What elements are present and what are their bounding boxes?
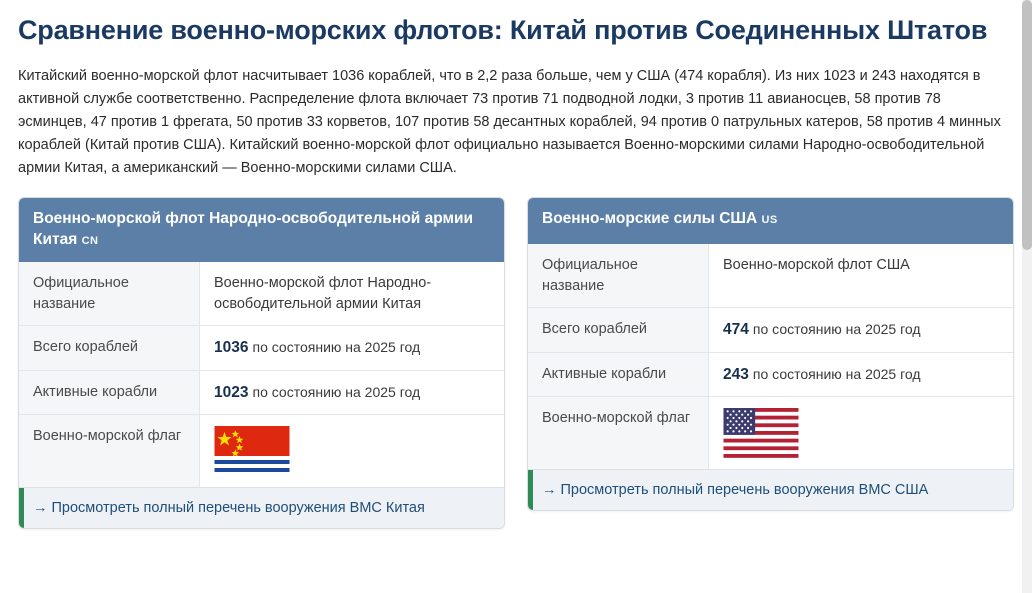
navy-card-china	[18, 197, 505, 529]
table-row	[19, 415, 504, 488]
spec-table-usa	[528, 244, 1013, 469]
card-header-china	[19, 198, 504, 262]
card-header-usa	[528, 198, 1013, 244]
row-value-active-ships-cn	[200, 370, 505, 415]
card-header-usa-text: Военно-морские силы США	[542, 210, 758, 228]
us-flag-icon	[723, 408, 799, 458]
active-ships-asof-us: по состоянию на 2025 год	[752, 365, 921, 382]
row-value-naval-flag-cn	[200, 415, 505, 488]
table-row	[528, 244, 1013, 307]
country-code-china: CN	[81, 235, 99, 248]
spec-table-china	[19, 262, 504, 487]
total-ships-asof-cn: по состоянию на 2025 год	[252, 338, 421, 355]
row-value-total-ships-us	[709, 308, 1014, 353]
card-footer-china[interactable]	[19, 487, 504, 528]
link-full-arsenal-china[interactable]: Просмотреть полный перечень вооружения ВМС Китая	[51, 500, 425, 517]
table-row	[19, 262, 504, 325]
cn-navy-flag-icon	[214, 426, 290, 476]
active-ships-count-us: 243	[723, 365, 749, 383]
table-row	[528, 397, 1013, 470]
row-value-total-ships-cn	[200, 325, 505, 370]
table-row	[528, 308, 1013, 353]
row-label-naval-flag-cn: Военно-морской флаг	[19, 415, 200, 488]
row-value-active-ships-us	[709, 352, 1014, 397]
row-value-official-name-cn: Военно-морской флот Народно-освободительной армии Китая	[200, 262, 505, 325]
row-value-official-name-us: Военно-морской флот США	[709, 244, 1014, 307]
accent-bar-china	[19, 488, 24, 528]
row-label-naval-flag-us: Военно-морской флаг	[528, 397, 709, 470]
country-code-usa: US	[761, 214, 778, 227]
scrollbar-track[interactable]	[1022, 0, 1032, 593]
table-row	[19, 370, 504, 415]
table-row	[528, 352, 1013, 397]
total-ships-count-us: 474	[723, 321, 749, 339]
arrow-right-icon: →	[542, 482, 557, 499]
row-value-naval-flag-us	[709, 397, 1014, 470]
row-label-total-ships-us: Всего кораблей	[528, 308, 709, 353]
row-label-official-name-us: Официальное название	[528, 244, 709, 307]
row-label-active-ships-us: Активные корабли	[528, 352, 709, 397]
navy-card-usa	[527, 197, 1014, 511]
arrow-right-icon: →	[33, 500, 48, 517]
intro-paragraph: Китайский военно-морской флот насчитывает 1036 кораблей, что в 2,2 раза больше, чем у США (474 корабля). Из них 1023 и 243 находятся в активной службе соответственно. Распределение флота включает 73 против 71 подводной лодки, 3 против 11 авианосцев, 58 против 78 эсминцев, 47 против 1 фрегата, 50 против 33 корветов, 107 против 58 десантных кораблей, 94 против 0 патрульных катеров, 58 против 4 минных кораблей (Китай против США). Китайский военно-морской флот официально называется Военно-морскими силами Народно-освободительной армии Китая, а американский — Военно-морскими силами США.	[18, 67, 1001, 176]
active-ships-count-cn: 1023	[214, 383, 249, 401]
row-label-official-name-cn: Официальное название	[19, 262, 200, 325]
row-label-total-ships-cn: Всего кораблей	[19, 325, 200, 370]
scrollbar-thumb[interactable]	[1022, 0, 1032, 250]
accent-bar-usa	[528, 470, 533, 510]
total-ships-asof-us: по состоянию на 2025 год	[752, 321, 921, 338]
total-ships-count-cn: 1036	[214, 338, 249, 356]
card-footer-usa[interactable]	[528, 469, 1013, 510]
active-ships-asof-cn: по состоянию на 2025 год	[252, 383, 421, 400]
comparison-cards	[18, 197, 1014, 529]
table-row	[19, 325, 504, 370]
page-title: Сравнение военно-морских флотов: Китай против Соединенных Штатов	[18, 15, 988, 45]
card-header-china-text: Военно-морской флот Народно-освободительной армии Китая	[33, 210, 474, 249]
link-full-arsenal-usa[interactable]: Просмотреть полный перечень вооружения ВМС США	[560, 482, 929, 499]
row-label-active-ships-cn: Активные корабли	[19, 370, 200, 415]
